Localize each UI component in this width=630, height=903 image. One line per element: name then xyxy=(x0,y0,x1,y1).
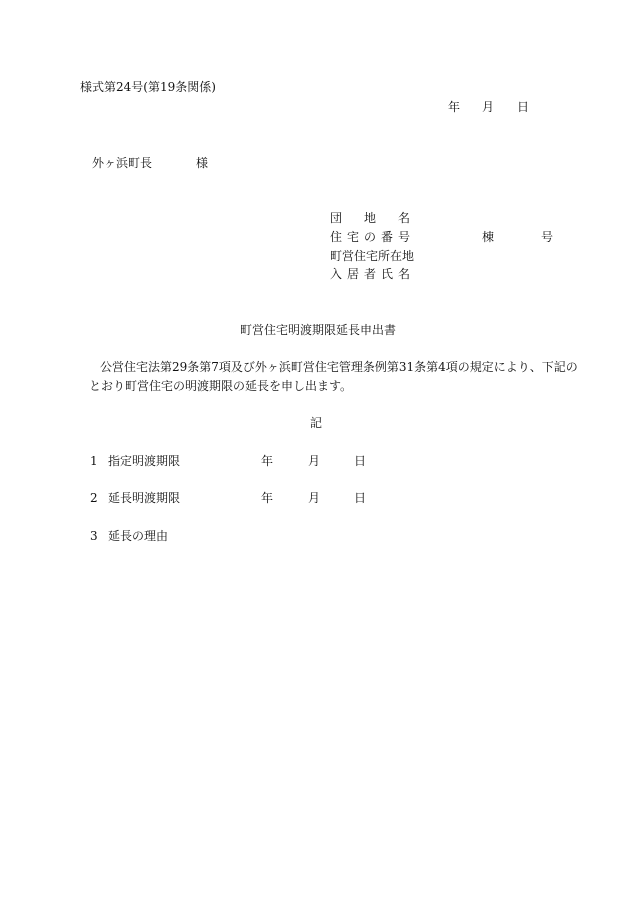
body-text-line-2: とおり町営住宅の明渡期限の延長を申し出ます。 xyxy=(89,379,353,393)
item-1-number: 1 xyxy=(90,454,98,468)
housing-location-label: 町営住宅所在地 xyxy=(330,249,415,263)
resident-name-label: 入 居 者 氏 名 xyxy=(330,267,410,281)
complex-name-label: 団 地 名 xyxy=(330,211,410,225)
ki-heading: 記 xyxy=(310,416,323,430)
form-number: 様式第24号(第19条関係) xyxy=(80,80,216,94)
housing-number-label: 住 宅 の 番 号 xyxy=(330,230,410,244)
item-1-month: 月 xyxy=(308,454,321,468)
addressee-name: 外ヶ浜町長 xyxy=(92,156,153,170)
item-1-day: 日 xyxy=(354,454,367,468)
item-3-label: 延長の理由 xyxy=(108,529,169,543)
date-month-label: 月 xyxy=(482,100,495,114)
item-1-label: 指定明渡期限 xyxy=(108,454,181,468)
item-2-year: 年 xyxy=(261,491,274,505)
addressee-honorific: 様 xyxy=(196,156,209,170)
item-3-number: 3 xyxy=(90,529,98,543)
item-1-year: 年 xyxy=(261,454,274,468)
item-2-label: 延長明渡期限 xyxy=(108,491,181,505)
body-text-line-1: 公営住宅法第29条第7項及び外ヶ浜町営住宅管理条例第31条第4項の規定により、下記の xyxy=(100,360,578,374)
document-title: 町営住宅明渡期限延長申出書 xyxy=(240,323,397,337)
number-suffix: 号 xyxy=(541,230,554,244)
date-year-label: 年 xyxy=(448,100,461,114)
item-2-number: 2 xyxy=(90,491,98,505)
item-2-month: 月 xyxy=(308,491,321,505)
date-day-label: 日 xyxy=(517,100,530,114)
building-suffix: 棟 xyxy=(482,230,495,244)
item-2-day: 日 xyxy=(354,491,367,505)
